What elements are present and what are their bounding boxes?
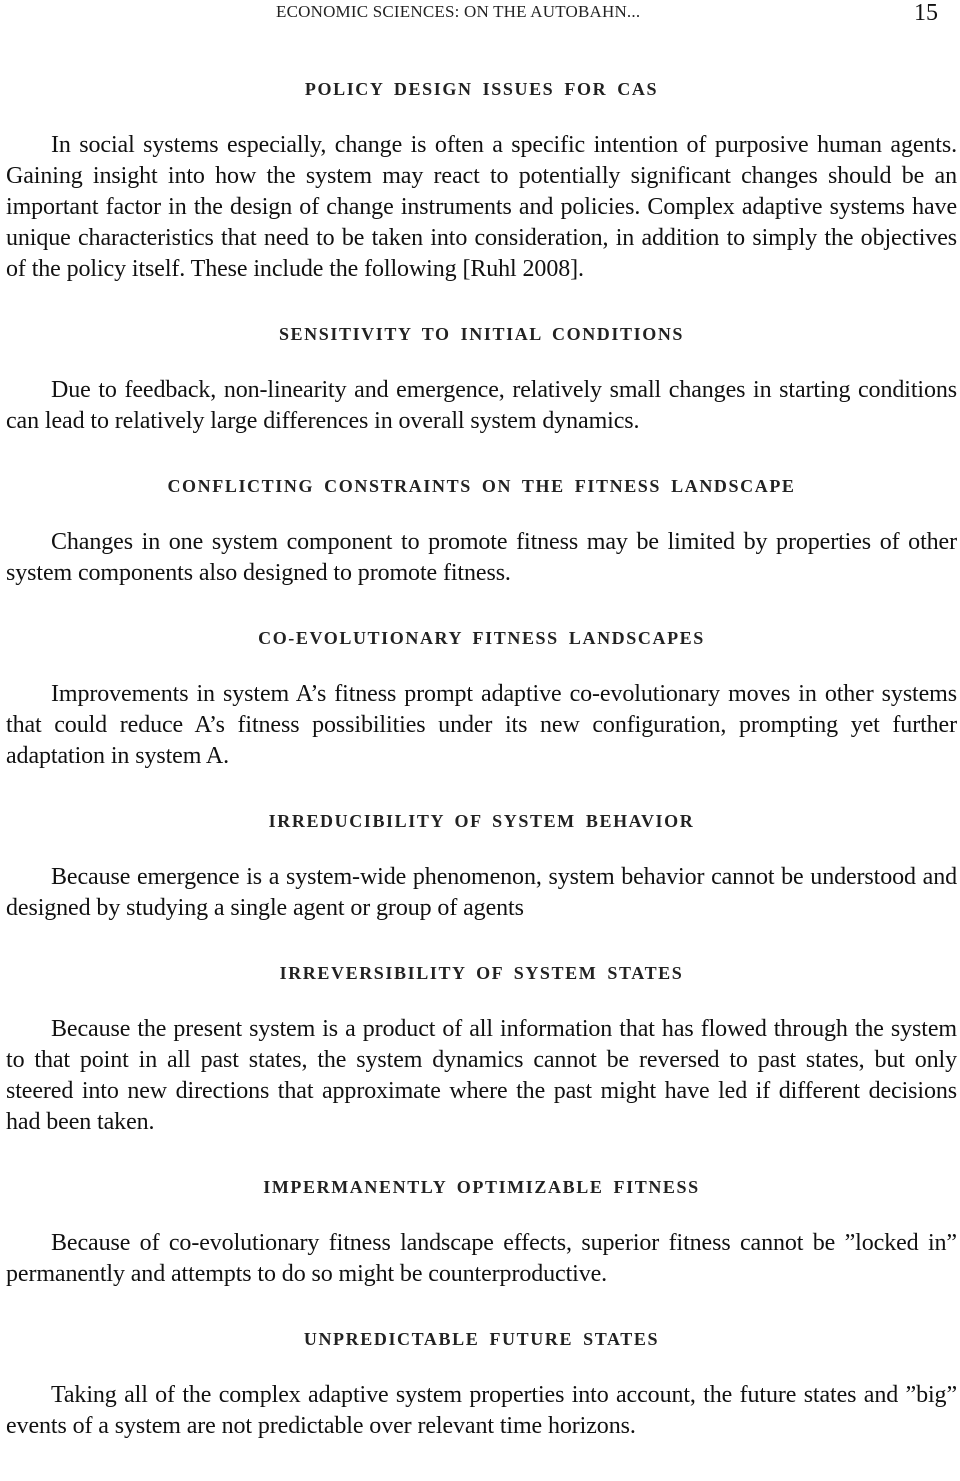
paragraph-policy-design: In social systems especially, change is often a specific intention of purposive human agents. Gaining insight into how the system may react to potentially significant changes should be an important factor in the design of change instruments and policies. Complex adaptive systems have unique characteristics that need to be taken into consideration, in addition to simply the objectives of the policy itself. These include the following [Ruhl 2008]. — [6, 132, 957, 282]
section-heading-impermanently-optimizable: IMPERMANENTLY OPTIMIZABLE FITNESS — [263, 1177, 700, 1197]
section-heading-co-evolutionary: CO-EVOLUTIONARY FITNESS LANDSCAPES — [258, 628, 705, 648]
section-heading-unpredictable-future: UNPREDICTABLE FUTURE STATES — [303, 1329, 660, 1349]
paragraph-co-evolutionary: Improvements in system A’s fitness prompt adaptive co-evolutionary moves in other systems that could reduce A’s fitness possibilities under its new configuration, prompting yet further adaptation in system A. — [6, 681, 957, 769]
page-number: 15 — [914, 0, 938, 26]
running-head — [0, 0, 960, 30]
running-title: ECONOMIC SCIENCES: ON THE AUTOBAHN... — [276, 2, 641, 21]
page-content — [6, 74, 957, 1442]
paragraph-unpredictable-future: Taking all of the complex adaptive system properties into account, the future states and ”big” events of a system are not predictable over relevant time horizons. — [6, 1382, 957, 1439]
section-heading-irreversibility: IRREVERSIBILITY OF SYSTEM STATES — [279, 963, 684, 983]
section-heading-conflicting-constraints: CONFLICTING CONSTRAINTS ON THE FITNESS LANDSCAPE — [167, 476, 796, 496]
section-heading-sensitivity: SENSITIVITY TO INITIAL CONDITIONS — [278, 324, 685, 344]
paragraph-conflicting-constraints: Changes in one system component to promote fitness may be limited by properties of other system components also designed to promote fitness. — [6, 529, 957, 586]
section-heading-irreducibility: IRREDUCIBILITY OF SYSTEM BEHAVIOR — [268, 811, 695, 831]
paragraph-irreversibility: Because the present system is a product of all information that has flowed through the system to that point in all past states, the system dynamics cannot be reversed to past states, but only steered into new directions that approximate where the past might have led if different decisions had been taken. — [6, 1016, 957, 1135]
paragraph-irreducibility: Because emergence is a system-wide phenomenon, system behavior cannot be understood and designed by studying a single agent or group of agents — [6, 864, 957, 921]
paragraph-sensitivity: Due to feedback, non-linearity and emergence, relatively small changes in starting conditions can lead to relatively large differences in overall system dynamics. — [6, 377, 957, 434]
section-heading-policy-design: POLICY DESIGN ISSUES FOR CAS — [304, 79, 659, 99]
paragraph-impermanently-optimizable: Because of co-evolutionary fitness landscape effects, superior fitness cannot be ”locked in” permanently and attempts to do so might be counterproductive. — [6, 1230, 957, 1287]
